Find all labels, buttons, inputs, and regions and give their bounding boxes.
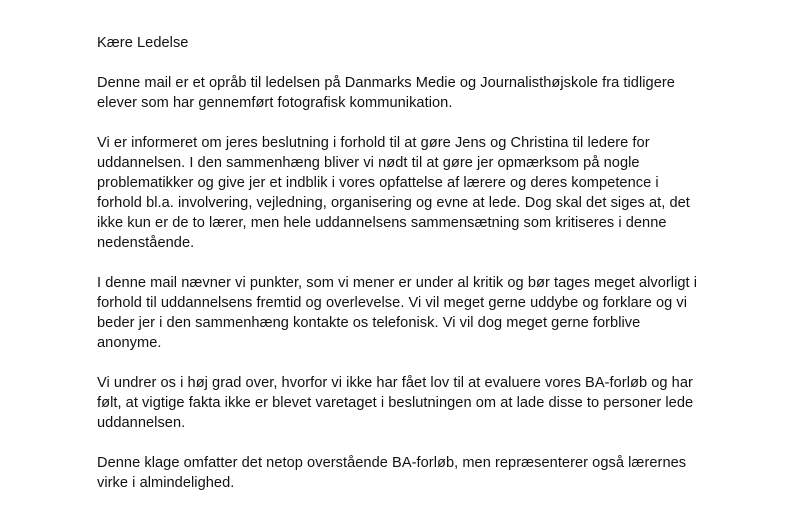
- text-line: ikke kun er de to lærer, men hele uddannelsens sammensætning som kritiseres i denne: [97, 215, 667, 231]
- text-line: uddannelsen. I den sammenhæng bliver vi nødt til at gøre jer opmærksom på nogle: [97, 155, 640, 171]
- paragraph-intro: [97, 73, 697, 113]
- text-line: forhold bl.a. involvering, vejledning, organisering og evne at lede. Dog skal det siges at, det: [97, 195, 690, 211]
- text-line: problematikker og give jer et indblik i vores opfattelse af lærere og deres kompetence i: [97, 175, 659, 191]
- text-line: uddannelsen.: [97, 415, 186, 431]
- text-line: anonyme.: [97, 335, 162, 351]
- text-line: elever som har gennemført fotografisk kommunikation.: [97, 95, 453, 111]
- text-line: Denne mail er et opråb til ledelsen på Danmarks Medie og Journalisthøjskole fra tidligere: [97, 75, 675, 91]
- text-line: følt, at vigtige fakta ikke er blevet varetaget i beslutningen om at lade disse to personer lede: [97, 395, 694, 411]
- paragraph-points: [97, 273, 697, 353]
- greeting: Kære Ledelse: [97, 35, 189, 51]
- text-line: Vi er informeret om jeres beslutning i forhold til at gøre Jens og Christina til ledere for: [97, 135, 650, 151]
- paragraph-decision: [97, 133, 697, 253]
- text-line: nedenstående.: [97, 235, 195, 251]
- text-line: forhold til uddannelsens fremtid og overlevelse. Vi vil meget gerne uddybe og forklare og vi: [97, 295, 688, 311]
- paragraph-evaluation: [97, 373, 697, 433]
- letter-body: [97, 33, 697, 513]
- text-line: beder jer i den sammenhæng kontakte os telefonisk. Vi vil dog meget gerne forblive: [97, 315, 641, 331]
- text-line: I denne mail nævner vi punkter, som vi mener er under al kritik og bør tages meget alvorligt i: [97, 275, 698, 291]
- text-line: Vi undrer os i høj grad over, hvorfor vi ikke har fået lov til at evaluere vores BA-forløb og har: [97, 375, 693, 391]
- text-line: virke i almindelighed.: [97, 475, 235, 491]
- paragraph-complaint: [97, 453, 697, 493]
- text-line: Denne klage omfatter det netop overstående BA-forløb, men repræsenterer også lærernes: [97, 455, 687, 471]
